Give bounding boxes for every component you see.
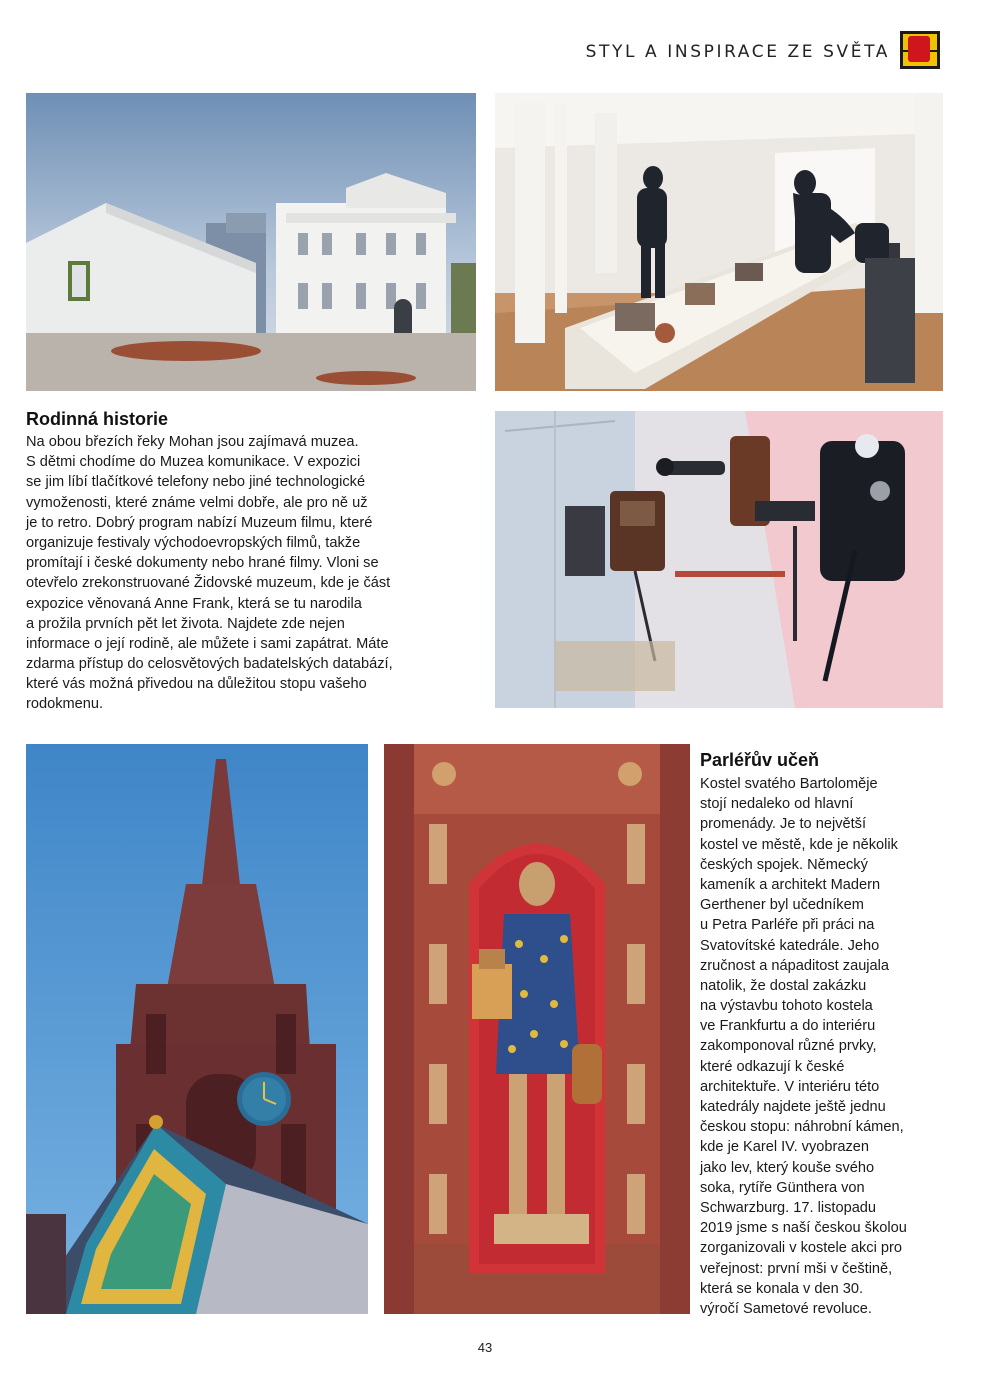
text-line: českou stopu: náhrobní kámen,	[700, 1119, 904, 1136]
text-line: vymoženosti, které známe velmi dobře, ale pro ně už	[26, 494, 368, 511]
text-line: jako lev, který kouše svého	[700, 1159, 875, 1176]
text-line: zručnost a nápaditost zaujala	[700, 957, 890, 974]
text-line: Schwarzburg. 17. listopadu	[700, 1199, 877, 1216]
photo-knight-tombstone-relief	[384, 744, 690, 1314]
text-line: a prožila prvních pět let života. Najdete zde nejen	[26, 615, 345, 632]
text-line: rodokmenu.	[26, 696, 104, 713]
text-line: Kostel svatého Bartoloměje	[700, 776, 878, 792]
section-heading-family-history: Rodinná historie	[26, 409, 169, 429]
text-line: natolik, že dostal zakázku	[700, 977, 867, 994]
text-line: veřejnost: první mši v češtině,	[700, 1260, 893, 1277]
text-line: výročí Sametové revoluce.	[700, 1300, 872, 1317]
text-line: kostel ve městě, kde je několik	[700, 836, 898, 853]
page-number: 43	[477, 1340, 493, 1355]
text-line: zakomponoval různé prvky,	[700, 1038, 877, 1055]
text-line: které vás možná přivedou na důležitou stopu vašeho	[26, 676, 367, 693]
text-line: expozice věnovaná Anne Frank, která se tu narodila	[26, 595, 362, 612]
text-line: je to retro. Dobrý program nabízí Muzeum filmu, které	[26, 514, 373, 531]
text-line: která se konala v den 30.	[700, 1280, 864, 1297]
text-line: kameník a architekt Madern	[700, 876, 881, 893]
text-line: S dětmi chodíme do Muzea komunikace. V expozici	[26, 454, 361, 471]
text-line: zdarma přístup do celosvětových badatelských databází,	[26, 656, 393, 673]
photo-jewish-museum-buildings	[26, 93, 476, 391]
text-line: českých spojek. Německý	[700, 856, 868, 873]
text-line: kde je Karel IV. vyobrazen	[700, 1139, 870, 1156]
text-line: na výstavbu tohoto kostela	[700, 998, 873, 1015]
text-line: architektuře. V interiéru této	[700, 1078, 880, 1095]
text-line: promítají i české dokumenty nebo hrané filmy. Vloni se	[26, 555, 379, 572]
text-line: Na obou březích řeky Mohan jsou zajímavá muzea.	[26, 434, 359, 450]
section-body-family-history	[26, 432, 393, 715]
text-line: u Petra Parléře při práci na	[700, 917, 875, 934]
photo-antique-telephones	[495, 411, 943, 708]
text-line: které odkazují k české	[700, 1058, 845, 1075]
magazine-logo	[900, 31, 940, 69]
text-line: informace o její rodině, ale můžete i sami zapátrat. Máte	[26, 635, 389, 652]
text-line: promenády. Je to největší	[700, 816, 867, 833]
section-body-parler-apprentice	[700, 774, 907, 1319]
text-line: organizuje festivaly východoevropských filmů, takže	[26, 534, 361, 551]
section-title: STYL A INSPIRACE ZE SVĚTA	[585, 42, 890, 62]
photo-museum-of-communication-interior	[495, 93, 943, 391]
text-line: zorganizovali v kostele akci pro	[700, 1240, 902, 1257]
text-line: 2019 jsme s naší českou školou	[700, 1220, 907, 1237]
text-line: otevřelo zrekonstruované Židovské muzeum, kde je část	[26, 575, 391, 592]
photo-st-bartholomew-cathedral-tower	[26, 744, 368, 1314]
text-line: ve Frankfurtu a do interiéru	[700, 1018, 876, 1035]
text-line: Gerthener byl učedníkem	[700, 897, 864, 914]
text-line: stojí nedaleko od hlavní	[700, 796, 854, 813]
text-line: soka, rytíře Günthera von	[700, 1179, 865, 1196]
text-line: Svatovítské katedrále. Jeho	[700, 937, 880, 954]
text-line: katedrály najdete ještě jednu	[700, 1099, 886, 1115]
text-line: se jim líbí tlačítkové telefony nebo jiné technologické	[26, 474, 366, 491]
section-heading-parler-apprentice: Parléřův učeň	[700, 750, 820, 770]
